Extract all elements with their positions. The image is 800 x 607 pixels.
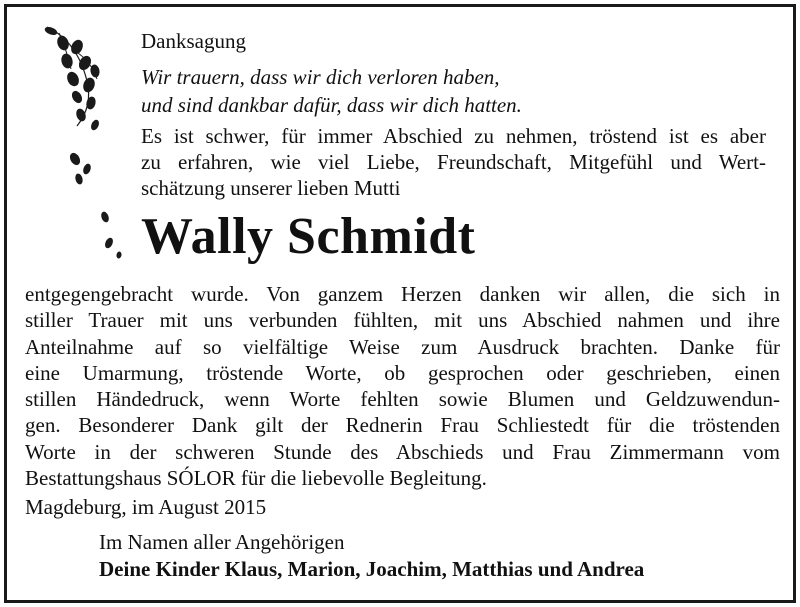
body-line: gen. Besonderer Dank gilt der Rednerin Frau Schliestedt für die tröstenden bbox=[25, 413, 780, 438]
notice-heading: Danksagung bbox=[141, 29, 246, 53]
thanks-paragraph bbox=[25, 281, 780, 491]
verse-line: und sind dankbar dafür, dass wir dich hatten. bbox=[141, 93, 522, 117]
signoff: Im Namen aller Angehörigen bbox=[99, 530, 345, 554]
place-date: Magdeburg, im August 2015 bbox=[25, 495, 267, 519]
body-line: entgegengebracht wurde. Von ganzem Herzen danken wir allen, die sich in bbox=[25, 282, 780, 306]
intro-line: Es ist schwer, für immer Abschied zu nehmen, tröstend ist es aber bbox=[141, 124, 766, 148]
falling-leaves-branch-icon bbox=[37, 21, 127, 261]
intro-line: zu erfahren, wie viel Liebe, Freundschaft, Mitgefühl und Wert- bbox=[141, 150, 766, 174]
verse-line: Wir trauern, dass wir dich verloren haben, bbox=[141, 65, 500, 89]
deceased-name: Wally Schmidt bbox=[141, 208, 476, 265]
obituary-card bbox=[4, 4, 796, 603]
body-line: Bestattungshaus SÓLOR für die liebevolle Begleitung. bbox=[25, 466, 487, 491]
signers: Deine Kinder Klaus, Marion, Joachim, Matthias und Andrea bbox=[99, 557, 645, 581]
body-line: Worte in der schweren Stunde des Abschieds und Frau Zimmermann vom bbox=[25, 439, 780, 464]
intro-line: schätzung unserer lieben Mutti bbox=[141, 176, 401, 200]
body-line: Anteilnahme auf so vielfältige Weise zum Ausdruck brachten. Danke für bbox=[25, 334, 780, 359]
body-line: stiller Trauer mit uns verbunden fühlten, mit uns Abschied nahmen und ihre bbox=[25, 308, 780, 333]
memorial-verse bbox=[141, 63, 522, 119]
body-line: eine Umarmung, tröstende Worte, ob gesprochen oder geschrieben, einen bbox=[25, 360, 780, 385]
intro-paragraph bbox=[141, 123, 766, 201]
body-line: stillen Händedruck, wenn Worte fehlten sowie Blumen und Geldzuwendun- bbox=[25, 387, 780, 412]
